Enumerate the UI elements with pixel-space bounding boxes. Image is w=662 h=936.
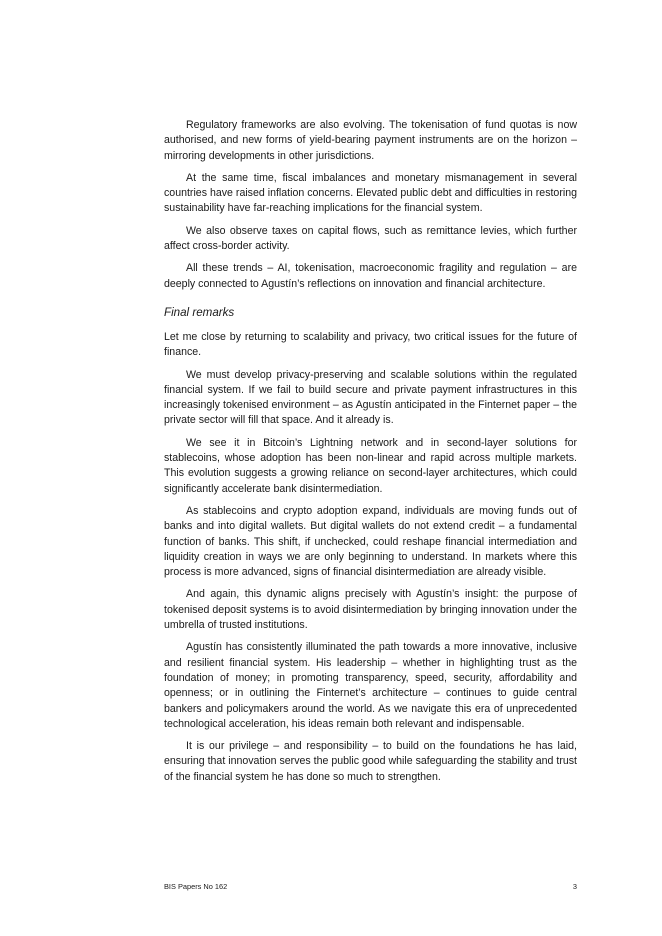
paragraph-fiscal-imbalances: At the same time, fiscal imbalances and monetary mismanagement in several countries have raised inflation concerns. Elevated public debt and difficulties in restoring sustainability have far-reaching implications for the financial system. <box>164 171 577 215</box>
paragraph-stablecoins-adoption: As stablecoins and crypto adoption expand, individuals are moving funds out of banks and into digital wallets. But digital wallets do not extend credit – a fundamental function of banks. This shift, if unchecked, could reshape financial intermediation and liquidity creation in ways we are only beginning to understand. In markets where this process is more advanced, signs of financial disintermediation are already visible. <box>164 504 577 579</box>
footer-publication: BIS Papers No 162 <box>164 882 228 891</box>
paragraph-capital-flow-taxes: We also observe taxes on capital flows, such as remittance levies, which further affect cross-border activity. <box>164 224 577 253</box>
footer-page-number: 3 <box>572 882 577 891</box>
paragraph-lightning-network: We see it in Bitcoin’s Lightning network and in second-layer solutions for stablecoins, whose adoption has been non-linear and rapid across multiple markets. This evolution suggests a growing reliance on second-layer architectures, which could significantly accelerate bank disintermediation. <box>164 436 577 495</box>
paragraph-agustin-leadership: Agustín has consistently illuminated the path towards a more innovative, inclusive and resilient financial system. His leadership – whether in highlighting trust as the foundation of money; in promoting transparency, speed, security, affordability and openness; or in outlining the Finternet’s architecture – continues to guide central bankers and policymakers around the world. As we navigate this era of unprecedented technological acceleration, his ideas remain both relevant and indispensable. <box>164 641 577 730</box>
paragraph-privacy-preserving-solutions: We must develop privacy-preserving and scalable solutions within the regulated financial system. If we fail to build secure and private payment infrastructures in this increasingly tokenised environment – as Agustín anticipated in the Finternet paper – the private sector will fill that space. And it already is. <box>164 368 577 427</box>
document-body <box>164 118 577 792</box>
paragraph-our-privilege: It is our privilege – and responsibility – to build on the foundations he has laid, ensuring that innovation serves the public good while safeguarding the stability and trust of the financial system he has done so much to strengthen. <box>164 740 577 783</box>
paragraph-dynamic-aligns: And again, this dynamic aligns precisely with Agustín’s insight: the purpose of tokenised deposit systems is to avoid disintermediation by bringing innovation under the umbrella of trusted institutions. <box>164 588 577 632</box>
paragraph-close-scalability-privacy: Let me close by returning to scalability and privacy, two critical issues for the future of finance. <box>164 330 577 359</box>
paragraph-all-these-trends: All these trends – AI, tokenisation, macroeconomic fragility and regulation – are deeply connected to Agustín’s reflections on innovation and financial architecture. <box>164 262 577 290</box>
paragraph-regulatory-frameworks: Regulatory frameworks are also evolving. The tokenisation of fund quotas is now authorised, and new forms of yield-bearing payment instruments are on the horizon – mirroring developments in other jurisdictions. <box>164 119 577 162</box>
section-heading-final-remarks: Final remarks <box>164 305 235 319</box>
